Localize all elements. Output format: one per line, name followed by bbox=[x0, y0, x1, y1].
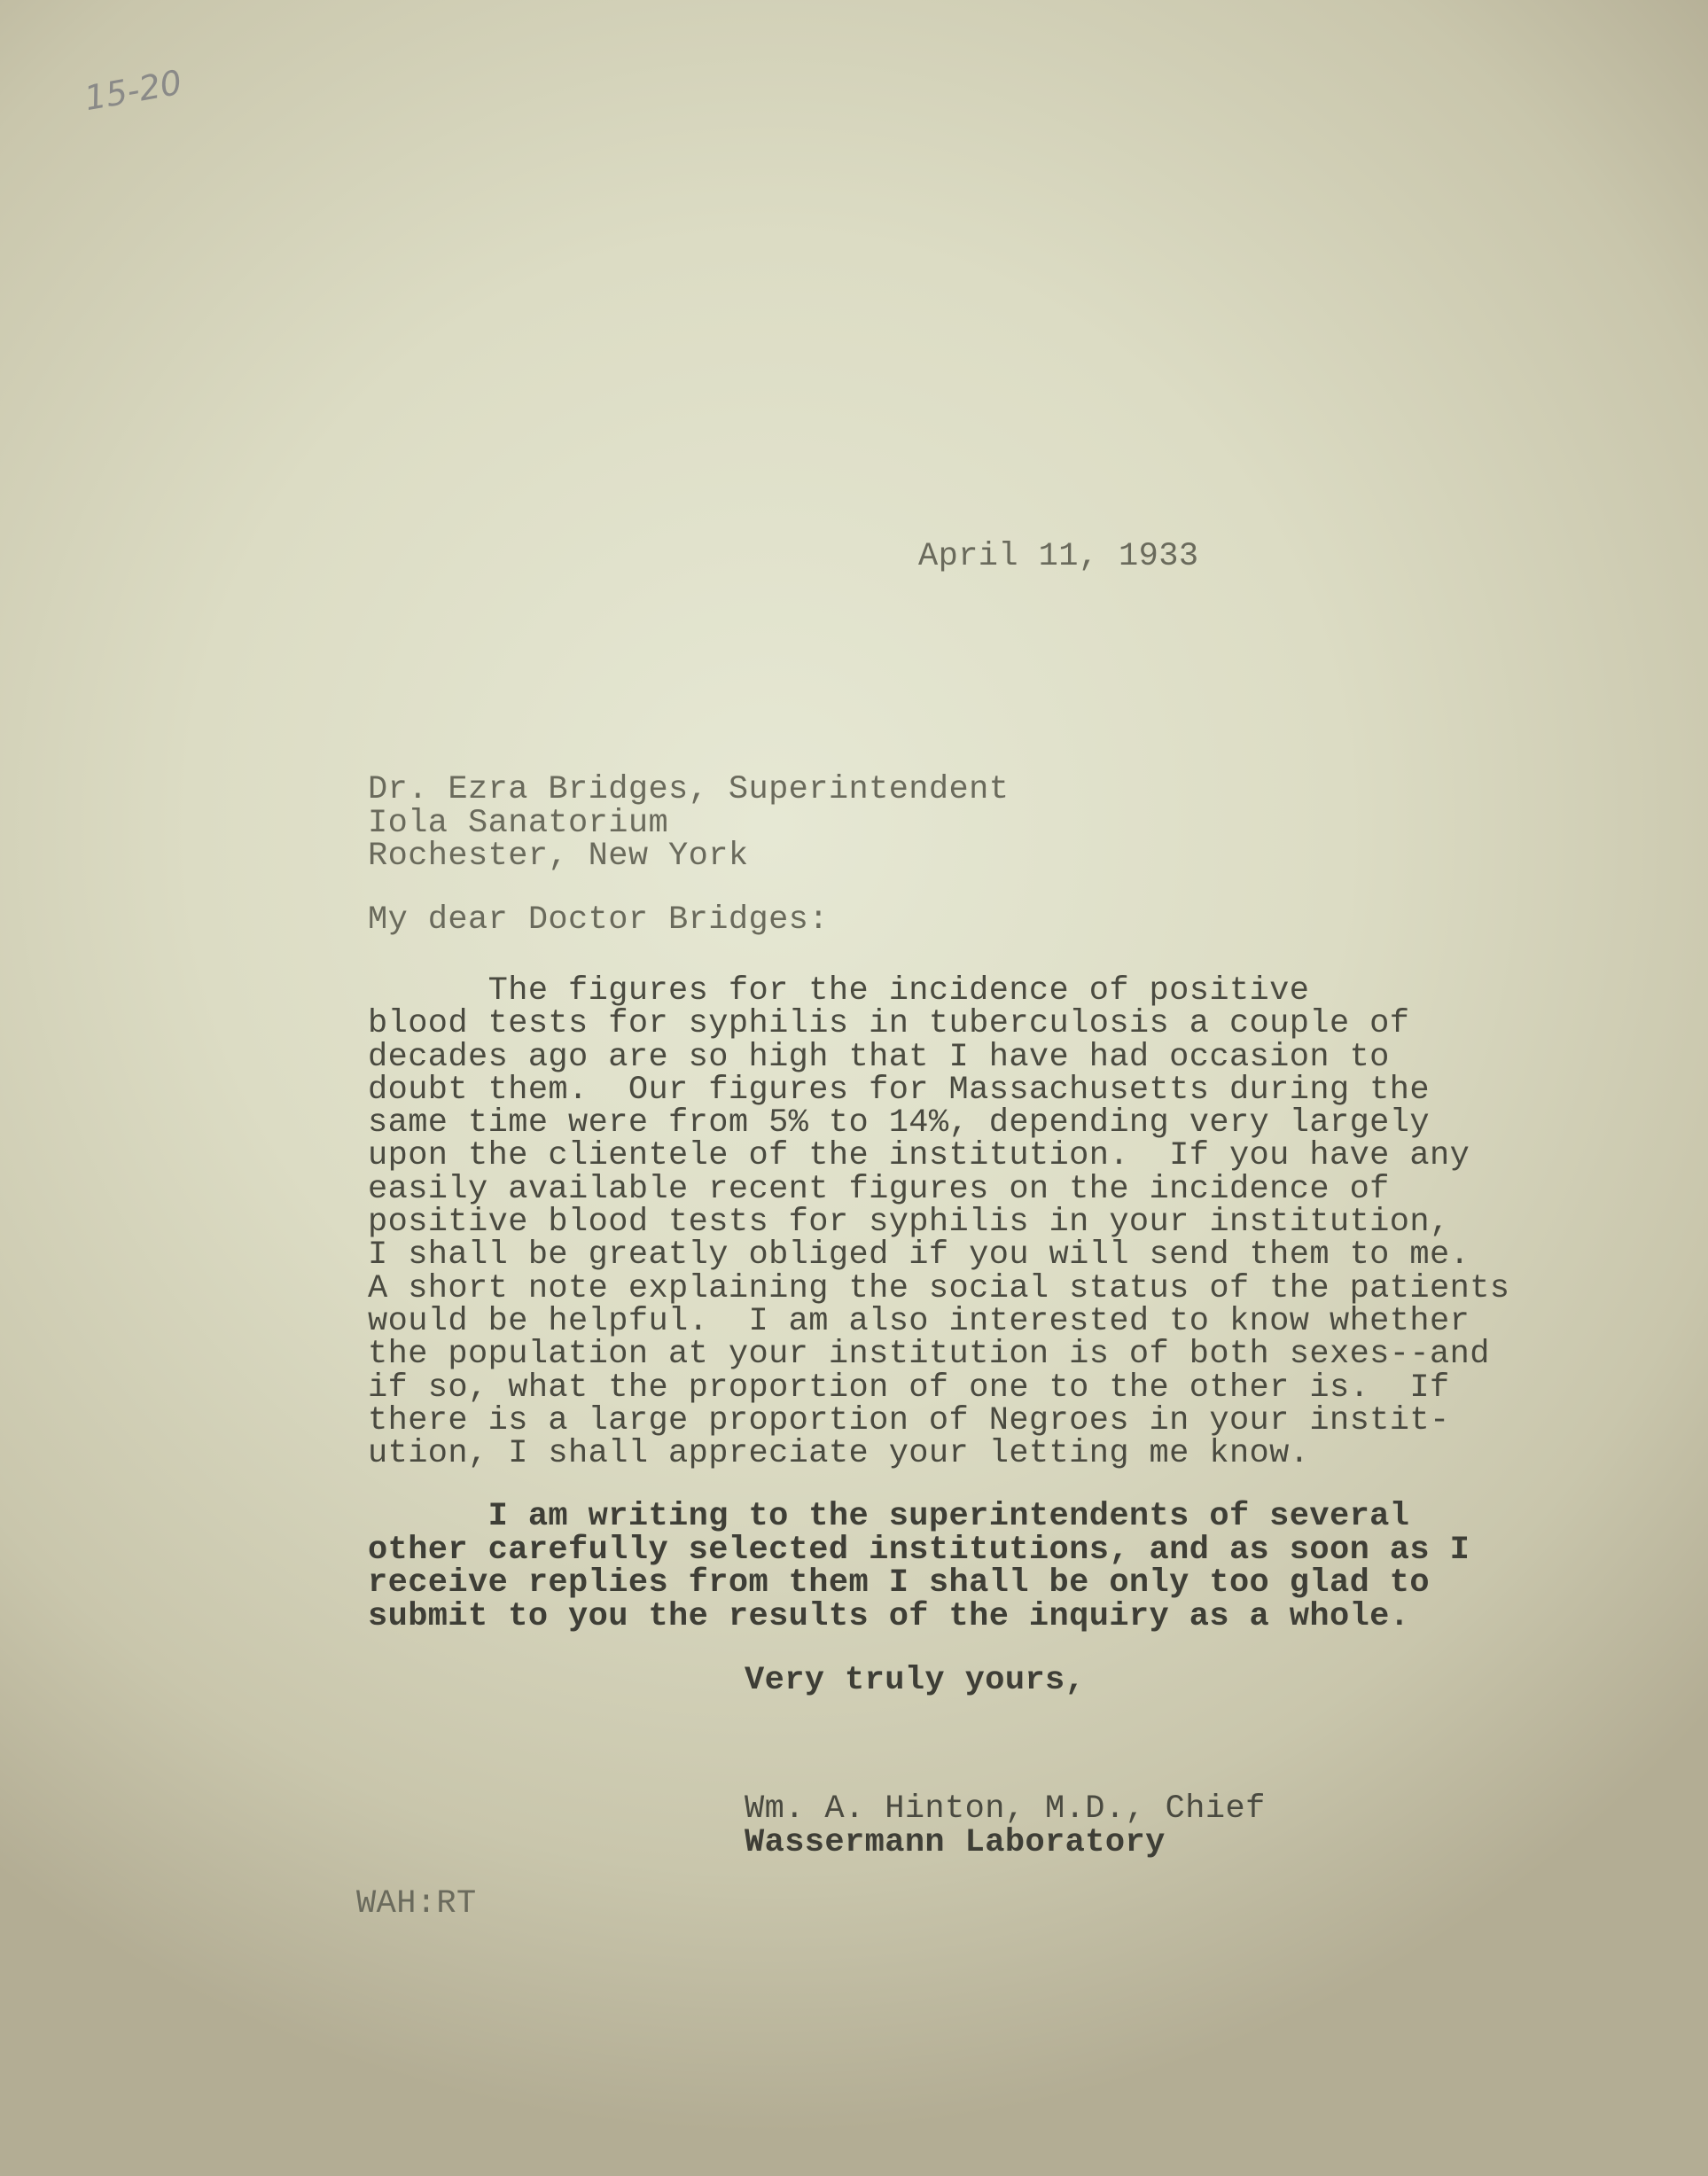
paragraph-line: upon the clientele of the institution. If you have any bbox=[368, 1137, 1470, 1175]
paragraph-line: ution, I shall appreciate your letting me know. bbox=[368, 1435, 1310, 1473]
paragraph-line: same time were from 5% to 14%, depending very largely bbox=[368, 1104, 1430, 1143]
salutation: My dear Doctor Bridges: bbox=[368, 901, 829, 939]
paragraph-line: positive blood tests for syphilis in your institution, bbox=[368, 1204, 1450, 1242]
paragraph-line: decades ago are so high that I have had occasion to bbox=[368, 1038, 1390, 1076]
paragraph-line: A short note explaining the social status of the patients bbox=[368, 1269, 1510, 1307]
letter-date: April 11, 1933 bbox=[918, 538, 1199, 575]
body-paragraph-1 bbox=[368, 972, 1510, 1473]
address-line: Iola Sanatorium bbox=[368, 804, 669, 842]
paragraph-line: there is a large proportion of Negroes in your instit- bbox=[368, 1401, 1450, 1439]
paragraph-line: if so, what the proportion of one to the other is. If bbox=[368, 1369, 1450, 1407]
typist-initials: WAH:RT bbox=[356, 1885, 477, 1923]
signature-block bbox=[745, 1790, 1266, 1861]
paragraph-line: other carefully selected institutions, and as soon as I bbox=[368, 1531, 1470, 1569]
paragraph-line: would be helpful. I am also interested to know whether bbox=[368, 1302, 1470, 1340]
signature-line: Wm. A. Hinton, M.D., Chief bbox=[745, 1790, 1266, 1828]
recipient-address bbox=[368, 771, 1010, 875]
paragraph-line: doubt them. Our figures for Massachusetts during the bbox=[368, 1071, 1430, 1109]
handwritten-note: 15-20 bbox=[82, 62, 185, 119]
paragraph-line: the population at your institution is of both sexes--and bbox=[368, 1336, 1490, 1374]
paragraph-line: I shall be greatly obliged if you will send them to me. bbox=[368, 1236, 1470, 1275]
paragraph-line: I am writing to the superintendents of several bbox=[368, 1498, 1410, 1535]
body-paragraph-2 bbox=[368, 1498, 1470, 1635]
paragraph-line: easily available recent figures on the incidence of bbox=[368, 1170, 1390, 1208]
paragraph-line: The figures for the incidence of positive bbox=[368, 972, 1310, 1010]
signature-line: Wassermann Laboratory bbox=[745, 1823, 1166, 1861]
closing: Very truly yours, bbox=[745, 1662, 1086, 1699]
paragraph-line: receive replies from them I shall be only too glad to bbox=[368, 1564, 1430, 1602]
paragraph-line: blood tests for syphilis in tuberculosis a couple of bbox=[368, 1005, 1410, 1043]
address-line: Rochester, New York bbox=[368, 838, 749, 875]
paragraph-line: submit to you the results of the inquiry as a whole. bbox=[368, 1597, 1410, 1635]
address-line: Dr. Ezra Bridges, Superintendent bbox=[368, 771, 1010, 808]
